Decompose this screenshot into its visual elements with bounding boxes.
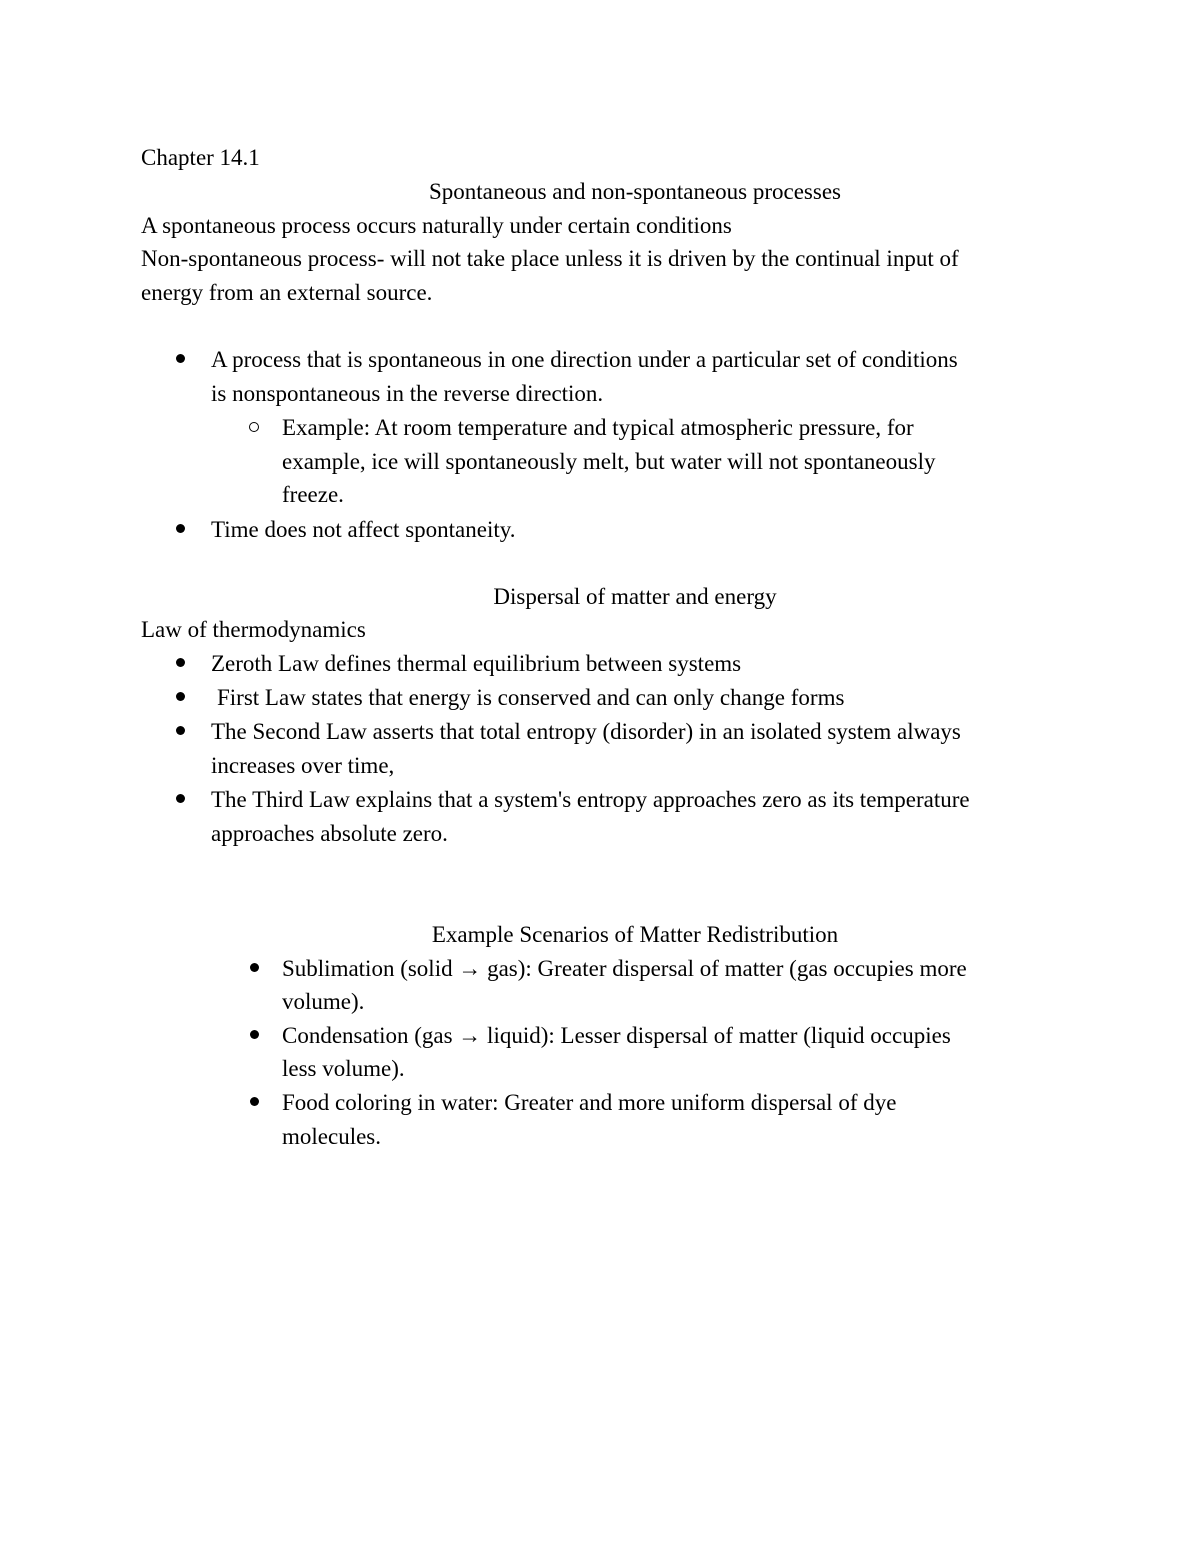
bullet-icon [176, 354, 185, 363]
list-item-first-law: First Law states that energy is conserved and can only change forms [217, 685, 845, 710]
paragraph-nonspontaneous-line1: Non-spontaneous process- will not take place unless it is driven by the continual input of [141, 246, 959, 271]
chapter-title: Chapter 14.1 [141, 145, 260, 170]
bullet-icon [250, 1097, 259, 1106]
list-item-third-law-line1: The Third Law explains that a system's entropy approaches zero as its temperature [211, 787, 970, 812]
list-item-condensation-line2: less volume). [282, 1056, 405, 1081]
bullet-icon [250, 963, 259, 972]
bullet-icon [176, 794, 185, 803]
list-item-zeroth-law: Zeroth Law defines thermal equilibrium between systems [211, 651, 742, 676]
bullet-icon [176, 524, 185, 533]
list-item-food-coloring-line2: molecules. [282, 1124, 381, 1149]
list-item-third-law-line2: approaches absolute zero. [211, 821, 448, 846]
bullet-icon [176, 658, 185, 667]
sub-list-item-example-line1: Example: At room temperature and typical atmospheric pressure, for [282, 415, 914, 440]
paragraph-nonspontaneous-line2: energy from an external source. [141, 280, 433, 305]
hollow-bullet-icon [249, 422, 259, 432]
list-item-direction-line2: is nonspontaneous in the reverse direction. [211, 381, 604, 406]
paragraph-spontaneous-definition: A spontaneous process occurs naturally under certain conditions [141, 213, 732, 238]
list-item-time: Time does not affect spontaneity. [211, 517, 516, 542]
bullet-icon [250, 1030, 259, 1039]
section-heading-dispersal: Dispersal of matter and energy [493, 584, 777, 609]
subheading-laws: Law of thermodynamics [141, 617, 366, 642]
bullet-icon [176, 692, 185, 701]
list-item-sublimation-line2: volume). [282, 989, 365, 1014]
section-heading-scenarios: Example Scenarios of Matter Redistribution [431, 922, 839, 947]
list-item-food-coloring-line1: Food coloring in water: Greater and more uniform dispersal of dye [282, 1090, 897, 1115]
list-item-condensation-line1: Condensation (gas → liquid): Lesser dispersal of matter (liquid occupies [282, 1023, 951, 1048]
bullet-icon [176, 726, 185, 735]
list-item-second-law-line2: increases over time, [211, 753, 395, 778]
list-item-second-law-line1: The Second Law asserts that total entropy (disorder) in an isolated system always [211, 719, 961, 744]
sub-list-item-example-line3: freeze. [282, 482, 344, 507]
list-item-sublimation-line1: Sublimation (solid → gas): Greater dispersal of matter (gas occupies more [282, 956, 967, 981]
section-heading-spontaneous: Spontaneous and non-spontaneous processes [428, 179, 841, 204]
list-item-direction-line1: A process that is spontaneous in one direction under a particular set of conditions [211, 347, 958, 372]
sub-list-item-example-line2: example, ice will spontaneously melt, but water will not spontaneously [282, 449, 936, 474]
